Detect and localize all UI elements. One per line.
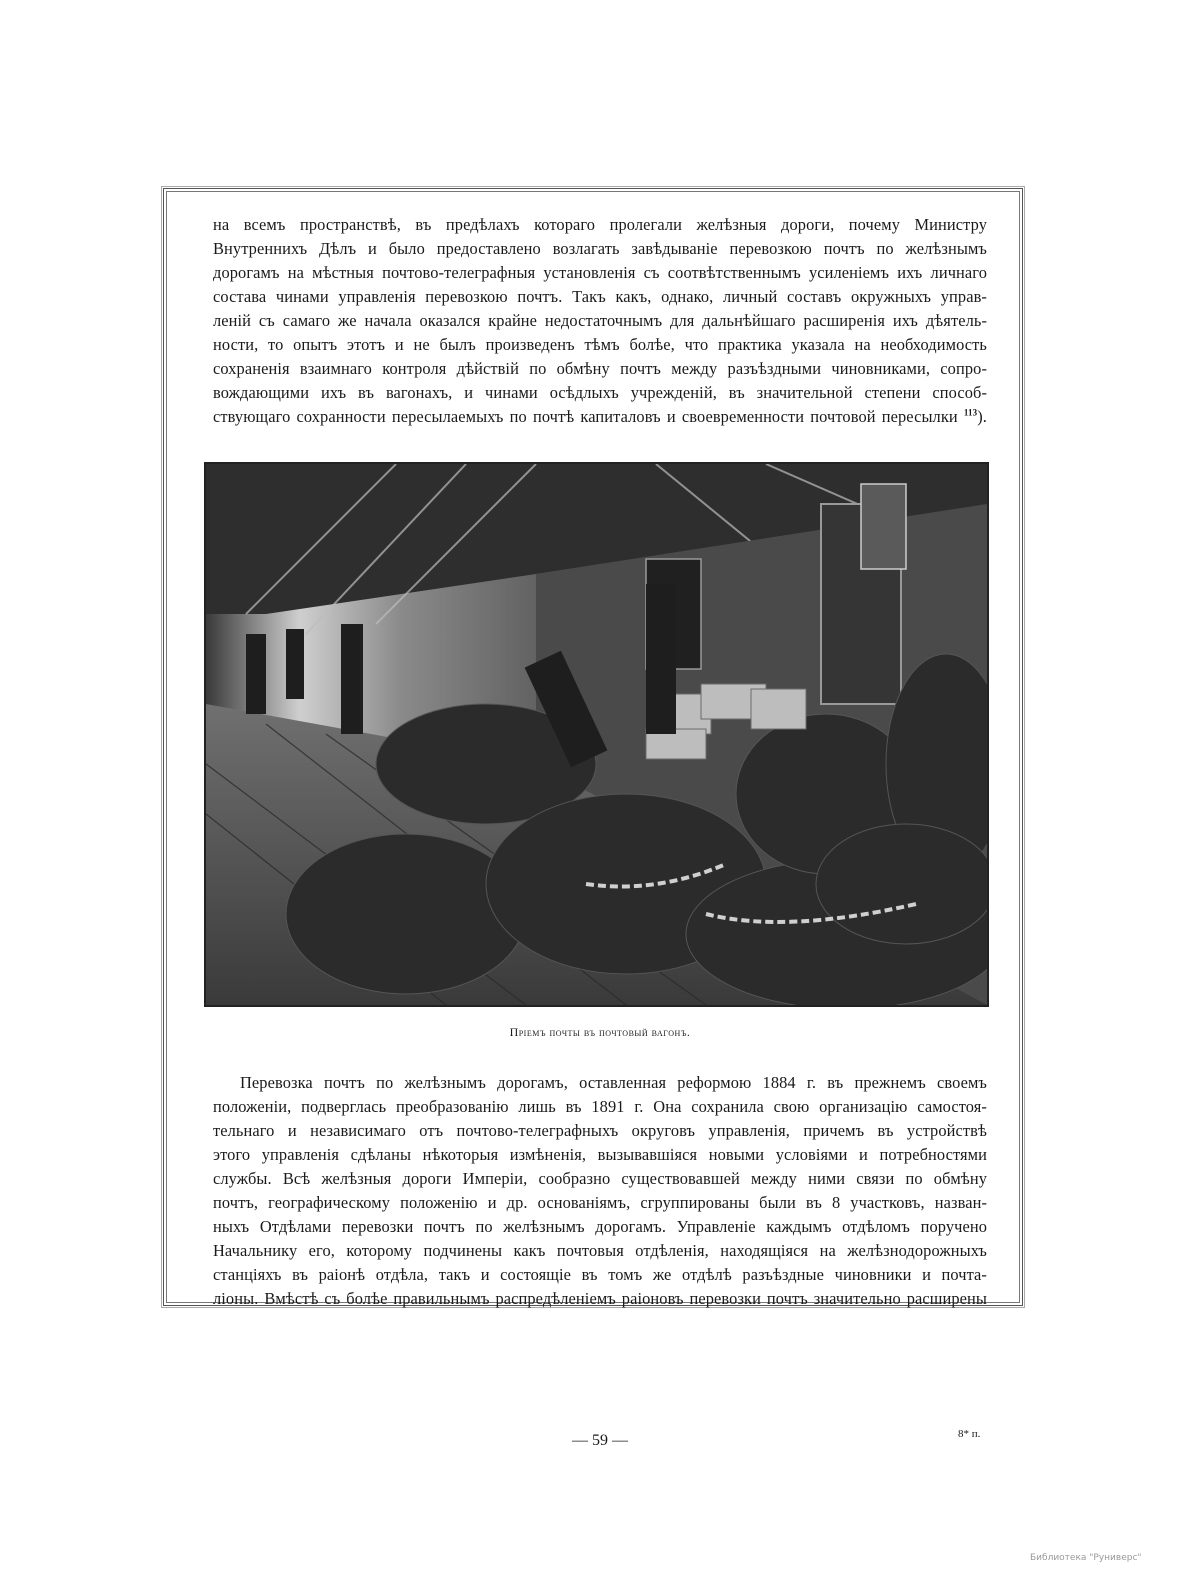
- text-line: состава чинами управленія перевозкою почтъ. Такъ какъ, однако, личный составъ окружныхъ управ-: [213, 287, 987, 306]
- text-line: ности, то опытъ этотъ и не былъ произведенъ тѣмъ болѣе, что практика указала на необходимость: [213, 335, 987, 354]
- text-line: почтъ, географическому положенію и др. основаніямъ, сгруппированы были въ 8 участковъ, назван-: [213, 1193, 987, 1212]
- text-line: ныхъ Отдѣлами перевозки почтъ по желѣзнымъ дорогамъ. Управленіе каждымъ отдѣломъ поручено: [213, 1217, 987, 1236]
- text-line: леній съ самаго же начала оказался крайне недостаточнымъ для дальнѣйшаго расширенія ихъ дѣятель-: [213, 311, 987, 330]
- paragraph-1: [213, 213, 987, 429]
- footnote-close: ).: [977, 407, 987, 426]
- text-line: станціяхъ въ раіонѣ отдѣла, такъ и состоящіе въ томъ же отдѣлѣ разъѣздные чиновники и почта-: [213, 1265, 987, 1284]
- footnote-ref[interactable]: 113: [963, 407, 978, 418]
- printer-signature: 8* п.: [958, 1428, 981, 1440]
- library-watermark: Библиотека "Руниверс": [1030, 1553, 1142, 1563]
- figure-caption: Прiемъ почты въ почтовый вагонъ.: [509, 1025, 691, 1039]
- photo-illustration: [206, 464, 987, 1005]
- text-line: Внутреннихъ Дѣлъ и было предоставлено возлагать завѣдываніе перевозкою почтъ по желѣзнымъ: [213, 239, 987, 258]
- text-line-body: ствующаго сохранности пересылаемыхъ по почтѣ капиталовъ и своевременности почтовой пересылки: [213, 407, 958, 426]
- text-line: сохраненія взаимнаго контроля дѣйствій по обмѣну почтъ между разъѣздными чиновниками, сопро-: [213, 359, 987, 378]
- text-line: ліоны. Вмѣстѣ съ болѣе правильнымъ распредѣленіемъ раіоновъ перевозки почтъ значительно расширены: [213, 1289, 987, 1308]
- text-line: службы. Всѣ желѣзныя дороги Имперіи, сообразно существовавшей между ними связи по обмѣну: [213, 1169, 987, 1188]
- text-line: дорогамъ на мѣстныя почтово-телеграфныя установленія съ соотвѣтственнымъ усиленіемъ ихъ личнаго: [213, 263, 987, 282]
- text-line: вождающими ихъ въ вагонахъ, и чинами осѣдлыхъ учрежденій, въ значительной степени способ-: [213, 383, 987, 402]
- text-line: Начальнику его, которому подчинены какъ почтовыя отдѣленія, находящіяся на желѣзнодорожныхъ: [213, 1241, 987, 1260]
- text-line: положеніи, подверглась преобразованію лишь въ 1891 г. Она сохранила свою организацію самостоя-: [213, 1097, 987, 1116]
- page-number: — 59 —: [572, 1432, 628, 1449]
- text-line-last: [213, 405, 987, 429]
- photograph-mail-car-platform: [204, 462, 989, 1007]
- text-line: этого управленія сдѣланы нѣкоторыя измѣненія, вызывавшіяся новыми условіями и потребностями: [213, 1145, 987, 1164]
- paragraph-2: [213, 1071, 987, 1311]
- text-line: тельнаго и независимаго отъ почтово-телеграфныхъ округовъ управленія, причемъ въ устройствѣ: [213, 1121, 987, 1140]
- text-line: на всемъ пространствѣ, въ предѣлахъ котораго пролегали желѣзныя дороги, почему Министру: [213, 215, 987, 234]
- text-line: Перевозка почтъ по желѣзнымъ дорогамъ, оставленная реформою 1884 г. въ прежнемъ своемъ: [240, 1073, 987, 1092]
